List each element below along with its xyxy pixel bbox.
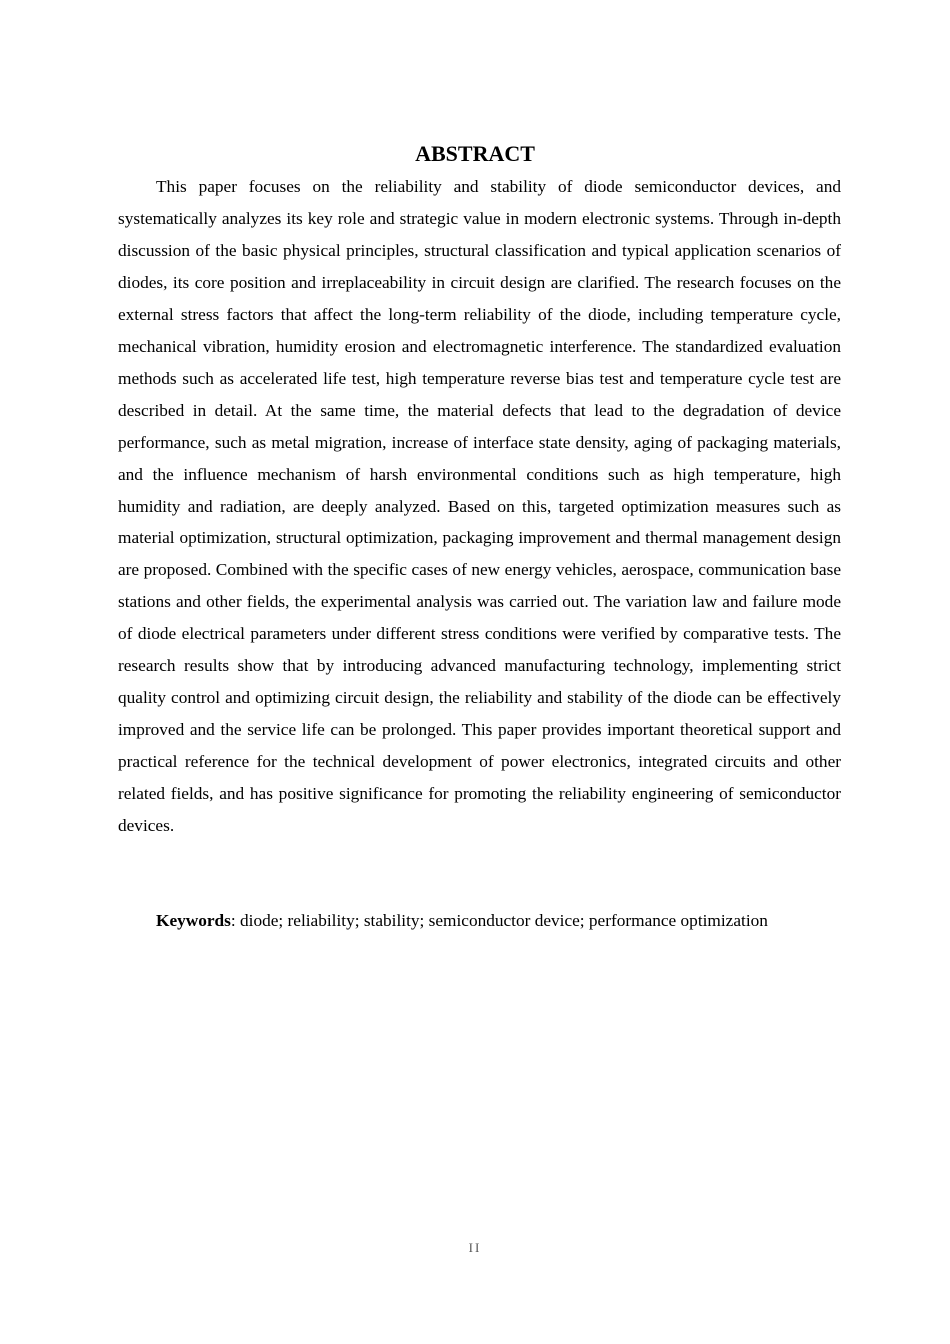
- abstract-title: ABSTRACT: [415, 141, 535, 166]
- abstract-paragraph: This paper focuses on the reliability and stability of diode semiconductor devices, and systematically analyzes its key role and strategic value in modern electronic systems. Through in-depth discussion of the basic physical principles, structural classification and typical application scenarios of diodes, its core position and irreplaceability in circuit design are clarified. The research focuses on the external stress factors that affect the long-term reliability of the diode, including temperature cycle, mechanical vibration, humidity erosion and electromagnetic interference. The standardized evaluation methods such as accelerated life test, high temperature reverse bias test and temperature cycle test are described in detail. At the same time, the material defects that lead to the degradation of device performance, such as metal migration, increase of interface state density, aging of packaging materials, and the influence mechanism of harsh environmental conditions such as high temperature, high humidity and radiation, are deeply analyzed. Based on this, targeted optimization measures such as material optimization, structural optimization, packaging improvement and thermal management design are proposed. Combined with the specific cases of new energy vehicles, aerospace, communication base stations and other fields, the experimental analysis was carried out. The variation law and failure mode of diode electrical parameters under different stress conditions were verified by comparative tests. The research results show that by introducing advanced manufacturing technology, implementing strict quality control and optimizing circuit design, the reliability and stability of the diode can be effectively improved and the service life can be prolonged. This paper provides important theoretical support and practical reference for the technical development of power electronics, integrated circuits and other related fields, and has positive significance for promoting the reliability engineering of semiconductor devices.: [118, 177, 841, 836]
- keywords-line: [118, 905, 858, 937]
- keywords-label: Keywords: [156, 911, 231, 930]
- keywords-separator: :: [230, 911, 241, 930]
- page-number: II: [468, 1240, 482, 1255]
- keywords-list: diode; reliability; stability; semiconductor device; performance optimization: [240, 911, 768, 930]
